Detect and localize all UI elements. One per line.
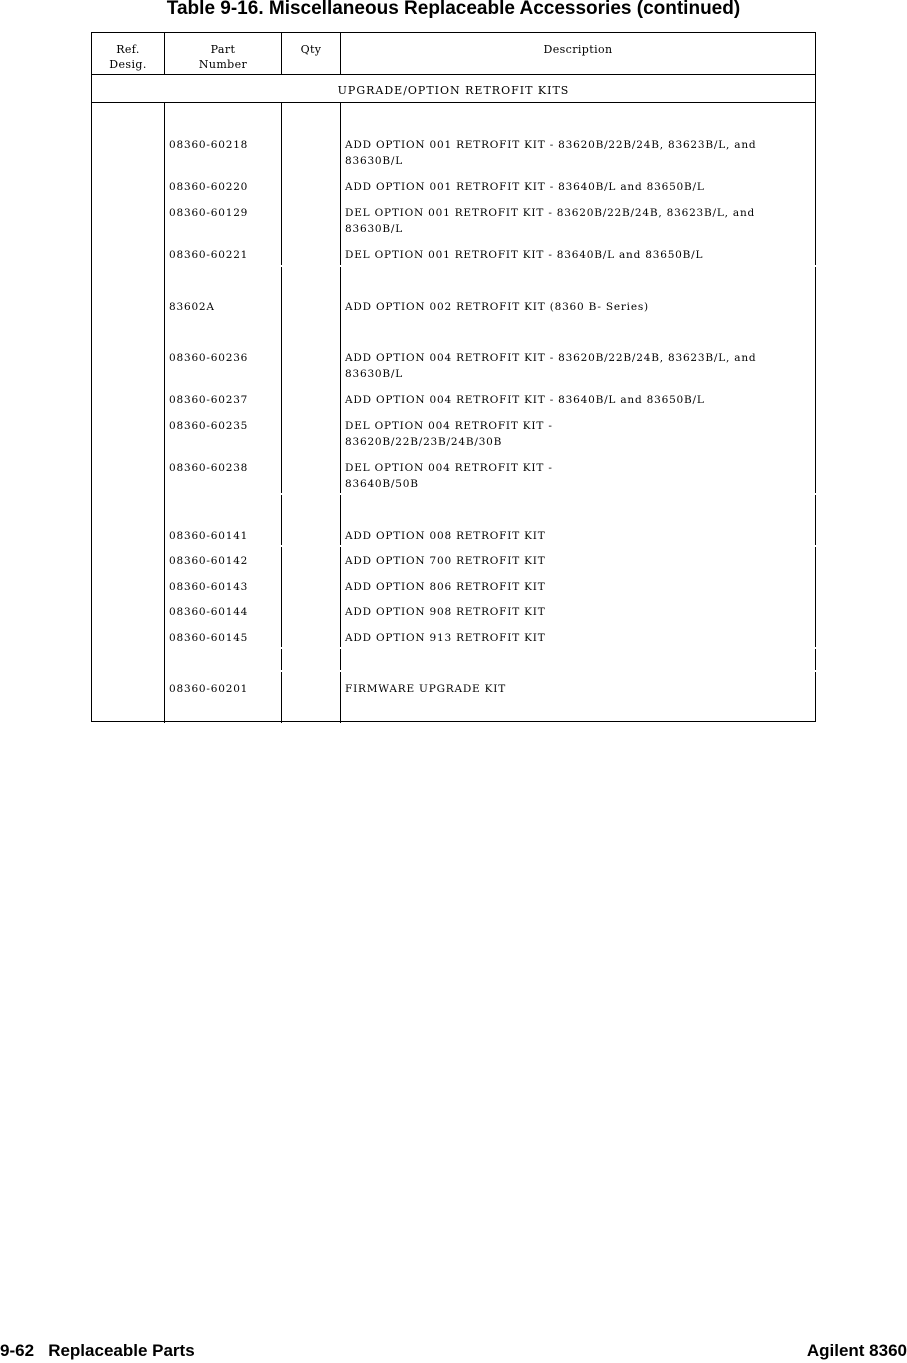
group-gap <box>165 545 816 547</box>
table-title: Table 9-16. Miscellaneous Replaceable Accessories (continued) <box>166 0 741 19</box>
table-row-part: 08360-60129 <box>169 207 249 219</box>
table-row-part: 08360-60236 <box>169 352 249 364</box>
accessories-table <box>91 32 816 722</box>
footer-page-label <box>0 1341 195 1361</box>
header-part-line1: Part <box>210 43 236 56</box>
table-row-part: 08360-60145 <box>169 632 249 644</box>
table-row-desc: DEL OPTION 004 RETROFIT KIT - 83640B/50B <box>345 462 553 490</box>
table-row-desc: ADD OPTION 004 RETROFIT KIT - 83620B/22B/24B, 83623B/L, and 83630B/L <box>345 352 757 380</box>
table-row-part: 08360-60238 <box>169 462 249 474</box>
table-row-desc: ADD OPTION 908 RETROFIT KIT <box>345 606 546 618</box>
table-row-part: 08360-60220 <box>169 181 249 193</box>
table-row-part: 83602A <box>169 301 215 313</box>
header-rule <box>92 74 815 75</box>
group-gap <box>165 647 816 649</box>
table-row-desc: ADD OPTION 001 RETROFIT KIT - 83640B/L and 83650B/L <box>345 181 705 193</box>
table-row-desc: DEL OPTION 001 RETROFIT KIT - 83640B/L and 83650B/L <box>345 249 704 261</box>
table-row-desc: ADD OPTION 806 RETROFIT KIT <box>345 581 546 593</box>
table-row-desc: ADD OPTION 002 RETROFIT KIT (8360 B- Series) <box>345 301 649 313</box>
header-description: Description <box>543 43 613 56</box>
group-gap <box>165 670 816 672</box>
header-part-number <box>165 42 281 72</box>
table-row-part: 08360-60143 <box>169 581 249 593</box>
header-part-line2: Number <box>198 58 248 71</box>
group-gap <box>165 493 816 495</box>
table-row-part: 08360-60141 <box>169 530 249 542</box>
table-row-desc: FIRMWARE UPGRADE KIT <box>345 683 507 695</box>
table-row-desc: ADD OPTION 004 RETROFIT KIT - 83640B/L and 83650B/L <box>345 394 705 406</box>
col-divider <box>164 103 165 723</box>
table-row-desc: ADD OPTION 700 RETROFIT KIT <box>345 555 546 567</box>
table-row-desc: ADD OPTION 008 RETROFIT KIT <box>345 530 546 542</box>
table-row-desc: ADD OPTION 913 RETROFIT KIT <box>345 632 546 644</box>
header-ref-line1: Ref. <box>116 43 140 56</box>
table-row-part: 08360-60218 <box>169 139 249 151</box>
col-divider <box>281 103 282 723</box>
header-qty: Qty <box>300 43 322 56</box>
section-title: UPGRADE/OPTION RETROFIT KITS <box>337 84 570 97</box>
table-row-part: 08360-60144 <box>169 606 249 618</box>
col-divider <box>340 103 341 723</box>
table-row-part: 08360-60201 <box>169 683 249 695</box>
table-row-desc: DEL OPTION 004 RETROFIT KIT - 83620B/22B/23B/24B/30B <box>345 420 553 448</box>
table-row-part: 08360-60237 <box>169 394 249 406</box>
footer-left-text: 9-62 Replaceable Parts <box>0 1341 195 1360</box>
table-row-part: 08360-60142 <box>169 555 249 567</box>
header-ref-desig <box>92 42 164 72</box>
footer-product-label: Agilent 8360 <box>806 1341 907 1360</box>
section-rule <box>92 102 815 103</box>
table-row-part: 08360-60221 <box>169 249 249 261</box>
group-gap <box>165 265 816 267</box>
table-row-part: 08360-60235 <box>169 420 249 432</box>
table-row-desc: ADD OPTION 001 RETROFIT KIT - 83620B/22B/24B, 83623B/L, and 83630B/L <box>345 139 757 167</box>
table-row-desc: DEL OPTION 001 RETROFIT KIT - 83620B/22B/24B, 83623B/L, and 83630B/L <box>345 207 756 235</box>
header-ref-line2: Desig. <box>109 58 147 71</box>
